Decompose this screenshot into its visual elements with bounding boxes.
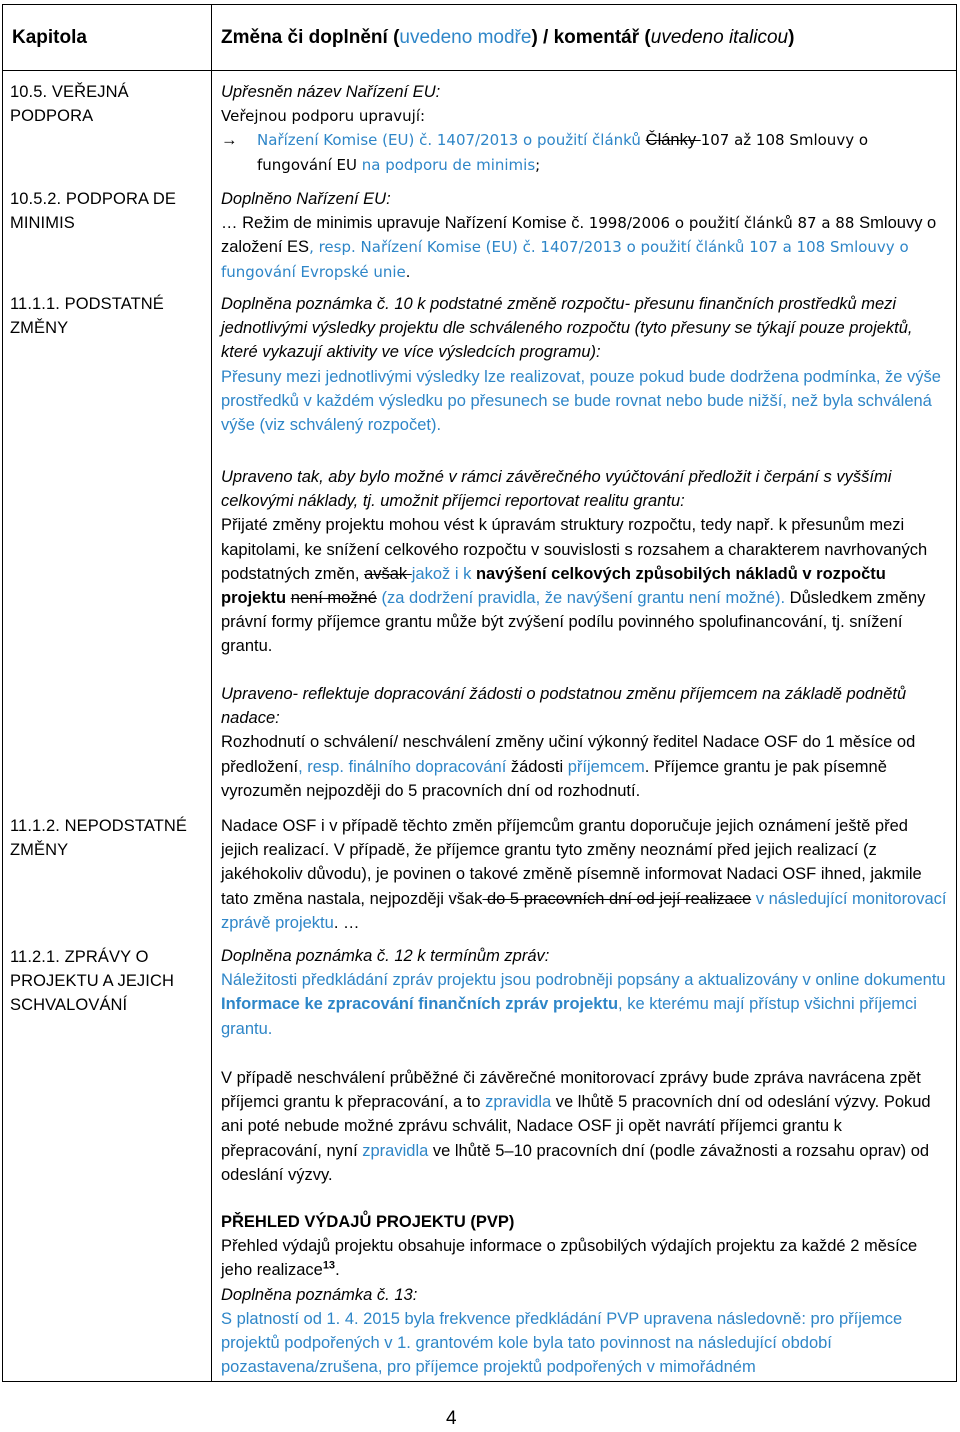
text-run: Přesuny mezi jednotlivými výsledky lze realizovat, pouze pokud bude dodržena podmínka, že výše prostředků v každém výsledku po přesunech se bude rovnat nebo bude nižší, než byla schválená výše (viz schválený rozpočet). — [221, 367, 941, 435]
change-block — [221, 1066, 947, 1187]
change-block — [221, 465, 947, 659]
text-run: není možné — [290, 589, 377, 608]
text-run: navýšení celkových způsobilých nákladů v rozpočtu projektu — [221, 564, 886, 608]
text-run: ve lhůtě 5–10 pracovních dní (podle závažnosti a rozsahu oprav) od odeslání výzvy. — [221, 1141, 930, 1184]
text-run: … Režim de minimis upravuje Nařízení Komise č. — [221, 214, 589, 233]
text-run: Doplněna poznámka č. 12 k termínům zpráv: — [221, 947, 550, 965]
footnote-ref: 13 — [322, 1259, 336, 1272]
text-run: 107 až 108 Smlouvy o fungování EU — [257, 131, 869, 174]
paragraph — [221, 1210, 947, 1234]
text-run: 1998/2006 o použití článků 87 a 88 — [588, 214, 860, 233]
paragraph — [221, 944, 947, 968]
header-change-end: ) — [788, 27, 795, 48]
text-run: jakož i k — [411, 564, 476, 583]
paragraph — [221, 465, 947, 513]
text-run: příjemcem — [567, 757, 645, 776]
chapter-label: 10.5. VEŘEJNÁ PODPORA — [10, 83, 129, 125]
text-run: Náležitosti předkládání zpráv projektu jsou podrobněji popsány a aktualizovány v online dokumentu — [221, 971, 946, 990]
paragraph — [221, 968, 947, 1041]
change-block — [221, 944, 947, 1041]
change-block — [221, 187, 947, 284]
text-run: Doplněna poznámka č. 10 k podstatné změně rozpočtu- přesunu finančních prostředků mezi jednotlivými výsledky projektu dle schváleného rozpočtu (tyto přesuny se týkají pouze projektů, které vykazují aktivity ve více výsledcích programu): — [221, 295, 913, 362]
text-run: Doplněna poznámka č. 13: — [221, 1285, 418, 1304]
column-divider — [211, 5, 212, 1381]
paragraph — [221, 814, 947, 935]
arrow-icon: → — [221, 131, 238, 150]
text-run: zpravidla — [485, 1093, 552, 1112]
text-run: . — [335, 1261, 340, 1280]
text-run: V případě neschválení průběžné či závěrečné monitorovací zprávy bude zpráva navrácena zpět příjemci grantu k přepracování, a to — [221, 1069, 921, 1112]
text-run: všichni příjemci grantu. — [221, 995, 917, 1038]
paragraph — [221, 80, 947, 104]
paragraph — [221, 1234, 947, 1282]
text-run: Veřejnou podporu upravují: — [221, 107, 426, 126]
text-run: , resp. Nařízení Komise (EU) č. 1407/2013 o použití článků 107 a 108 Smlouvy o fungování Evropské unie — [221, 238, 909, 281]
text-run: ; — [535, 155, 541, 174]
text-run: v následující monitorovací zprávě projektu — [221, 889, 947, 932]
text-run: ve lhůtě 5 pracovních dní od odeslání výzvy. Pokud ani poté nebude možné zprávu schválit, Nadace OSF ji opět navrátí příjemci grantu k přepracování, nyní — [221, 1093, 931, 1160]
text-run: . … — [333, 913, 360, 932]
page-number: 4 — [446, 1408, 457, 1429]
text-run: . Příjemce grantu je pak písemně vyrozuměn nejpozději do 5 pracovních dní od rozhodnutí. — [221, 757, 887, 800]
text-run: Upraveno tak, aby bylo možné v rámci závěrečného vyúčtování předložit i čerpání s vyššími celkovými náklady, tj. umožnit příjemci reportovat realitu grantu: — [221, 468, 892, 511]
header-change-prefix: Změna či doplnění ( — [221, 27, 400, 48]
text-run: Články — [645, 131, 701, 150]
chapter-label: 11.2.1. ZPRÁVY O PROJEKTU A JEJICH SCHVALOVÁNÍ — [10, 948, 174, 1014]
paragraph — [221, 1307, 947, 1380]
paragraph — [221, 682, 947, 730]
text-run: Nadace OSF i v případě těchto změn příjemcům grantu doporučuje jejich oznámení ještě před jejich realizací. V případě, že příjemce grantu tyto změny neoznámí před jejich realizací (z jakéhokoliv důvodu), je povinen o takové změně písemně informovat Nadaci OSF ihned, jakmile tato změna nastala, nejpozději však — [221, 817, 922, 908]
paragraph — [221, 187, 947, 211]
change-block — [221, 80, 947, 177]
bullet-item — [221, 128, 947, 176]
text-run: avšak — [364, 564, 412, 583]
text-run: Informace ke zpracování finančních zpráv projektu — [221, 995, 619, 1014]
paragraph — [221, 513, 947, 658]
text-run: PŘEHLED VÝDAJŮ PROJEKTU (PVP) — [221, 1213, 515, 1231]
header-change-mid: ) / komentář ( — [531, 27, 651, 48]
change-block — [221, 1210, 947, 1379]
text-run: Důsledkem změny právní formy příjemce grantu může být zvýšení podílu povinného spolufinancování, tj. snížení grantu. — [221, 589, 926, 656]
text-run: Doplněno Nařízení EU: — [221, 190, 391, 208]
paragraph — [221, 104, 947, 128]
header-change — [221, 26, 794, 50]
change-block — [221, 292, 947, 437]
chapter-label: 11.1.1. PODSTATNÉ ZMĚNY — [10, 295, 164, 337]
text-run: Smlouvy o založení ES — [221, 214, 937, 257]
text-run: Nařízení Komise (EU) č. — [257, 131, 437, 150]
text-run: , ke kterému mají přístup — [618, 995, 805, 1014]
text-run: zpravidla — [362, 1141, 429, 1160]
text-run: S platností od 1. 4. 2015 byla frekvence předkládání PVP upravena následovně: pro příjemce projektů podpořených v 1. grantovém kole byla tato povinnost na následující období pozastavena/zrušena, pro příjemce projektů podpořených v mimořádném — [221, 1309, 903, 1377]
text-run: (za dodržení pravidla, že navýšení grantu není možné). — [376, 589, 786, 608]
change-block — [221, 814, 947, 935]
text-run: , resp. finálního dopracování — [298, 757, 511, 776]
text-run: Rozhodnutí o schválení/ neschválení změny učiní výkonný ředitel Nadace OSF do 1 měsíce od předložení — [221, 733, 916, 776]
paragraph — [221, 292, 947, 365]
paragraph — [221, 1066, 947, 1187]
header-blue-legend: uvedeno modře — [399, 27, 532, 48]
text-run: žádosti — [510, 757, 568, 776]
header-chapter: Kapitola — [12, 27, 87, 48]
text-run: na podporu de minimis — [361, 155, 536, 174]
text-run: 1407/2013 o použití článků — [436, 131, 646, 150]
text-run: do 5 pracovních dní od její realizace — [482, 889, 752, 908]
paragraph — [221, 1283, 947, 1307]
text-run: Upraveno- reflektuje dopracování žádosti o podstatnou změnu příjemcem na základě podnětů nadace: — [221, 685, 907, 728]
chapter-label: 10.5.2. PODPORA DE MINIMIS — [10, 190, 176, 232]
chapter-label: 11.1.2. NEPODSTATNÉ ZMĚNY — [10, 817, 188, 859]
paragraph — [221, 730, 947, 803]
text-run: Přijaté změny projektu mohou vést k úpravám struktury rozpočtu, tedy např. k přesunům mezi kapitolami, ke snížení celkového rozpočtu v souvislosti s rozsahem a charakterem navrhovaných podstatných změn, — [221, 516, 928, 583]
text-run: . — [405, 262, 411, 281]
paragraph — [221, 211, 947, 284]
header-italic-legend: uvedeno italicou — [650, 27, 789, 48]
header-divider — [3, 70, 956, 71]
paragraph — [221, 365, 947, 438]
text-run: Upřesněn název Nařízení EU: — [221, 83, 441, 101]
text-run: Přehled výdajů projektu obsahuje informace o způsobilých výdajích projektu za každé 2 měsíce jeho realizace — [221, 1237, 918, 1280]
change-block — [221, 682, 947, 803]
